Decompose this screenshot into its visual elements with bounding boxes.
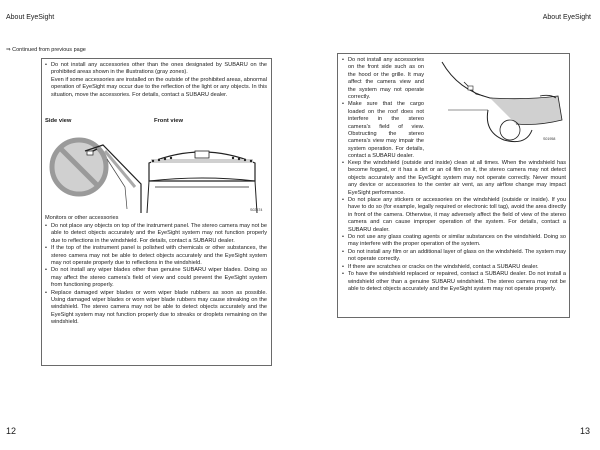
list-item: • Do not place any stickers or accessories on the windshield (outside or inside). If you have to do so (for example, legally required or electronic toll tag), avoid the area directly in front of the camera. Otherwise, it may adversely affect the field of view of the stereo camera and can cause improper operation of the system. For details, contact a SUBARU dealer.: [342, 197, 566, 234]
continue-arrow-icon: ⇒: [6, 47, 11, 53]
page-number-left: 12: [6, 426, 17, 436]
list-item: • If there are scratches or cracks on the windshield, contact a SUBARU dealer.: [342, 264, 566, 271]
left-image-code: S02874: [250, 208, 263, 212]
intro-bullet: • Do not install any accessories other than the ones designated by SUBARU on the prohibited areas shown in the illustrations (gray zones).: [45, 62, 267, 77]
list-item: • Do not install any film or an additional layer of glass on the windshield. The system may not operate correctly.: [342, 249, 566, 264]
page-header-left: About EyeSight: [6, 14, 55, 21]
list-item: • To have the windshield replaced or repaired, contact a SUBARU dealer. Do not install a windshield other than a genuine SUBARU windshield. The stereo camera may not be able to detect objects accurately and the EyeSight system may not operate properly.: [342, 271, 566, 293]
side-view-label: Side view: [45, 118, 72, 124]
list-item: • Do not place any objects on top of the instrument panel. The stereo camera may not be able to detect objects accurately and the EyeSight system may not function properly due to reflections in the windshield. For details, contact a SUBARU dealer.: [45, 223, 267, 245]
list-item: • Do not use any glass coating agents or similar substances on the windshield. Doing so may interfere with the proper operation of the system.: [342, 234, 566, 249]
list-item: • Keep the windshield (outside and inside) clean at all times. When the windshield has become fogged, or it has a dirt or an oil film on it, the stereo camera may not detect objects accurately and the EyeSight system may not operate correctly. Never mount any device or accessories to the center air vent, as any airflow change may impact EyeSight performance.: [342, 160, 566, 197]
left-warning-box: [41, 58, 272, 366]
front-view-label: Front view: [154, 118, 183, 124]
list-item: • Do not install any wiper blades other than genuine SUBARU wiper blades. Doing so may affect the stereo camera's field of view and could prevent the EyeSight system from functioning properly.: [45, 267, 267, 289]
page-number-right: 13: [579, 426, 590, 436]
illustration-caption: Monitors or other accessories: [45, 215, 119, 221]
page-header-right: About EyeSight: [542, 14, 591, 21]
list-item: • Make sure that the cargo loaded on the roof does not interfere in the stereo camera's field of view. Obstructing the stereo camera's view may impair the system operation. For details, contact a SUBARU dealer.: [342, 101, 424, 160]
list-item: • If the top of the instrument panel is polished with chemicals or other substances, the stereo camera may not be able to detect objects accurately and the EyeSight system may not operate properly due to reflections in the windshield.: [45, 245, 267, 267]
list-item: • Do not install any accessories on the front side such as on the hood or the grille. It may affect the camera view and the system may not operate correctly.: [342, 57, 424, 101]
intro-paragraph: Even if some accessories are installed on the outside of the prohibited areas, abnormal operation of EyeSight may occur due to the reflection of the light or any objects. In this situation, move the accessories. For details, contact a SUBARU dealer.: [51, 76, 267, 98]
right-warning-box: [337, 53, 570, 318]
side-view-illustration: [45, 129, 145, 213]
right-image-code: S01958: [543, 137, 556, 141]
continued-note: ⇒ Continued from previous page: [6, 47, 86, 53]
front-view-illustration: [145, 129, 259, 213]
list-item: • Replace damaged wiper blades or worn wiper blade rubbers as soon as possible. Using damaged wiper blades or worn wiper blade rubbers may cause streaking on the windshield. The stereo camera may not be able to detect objects accurately and the EyeSight system may not function properly due to streaks or droplets remaining on the windshield.: [45, 290, 267, 327]
